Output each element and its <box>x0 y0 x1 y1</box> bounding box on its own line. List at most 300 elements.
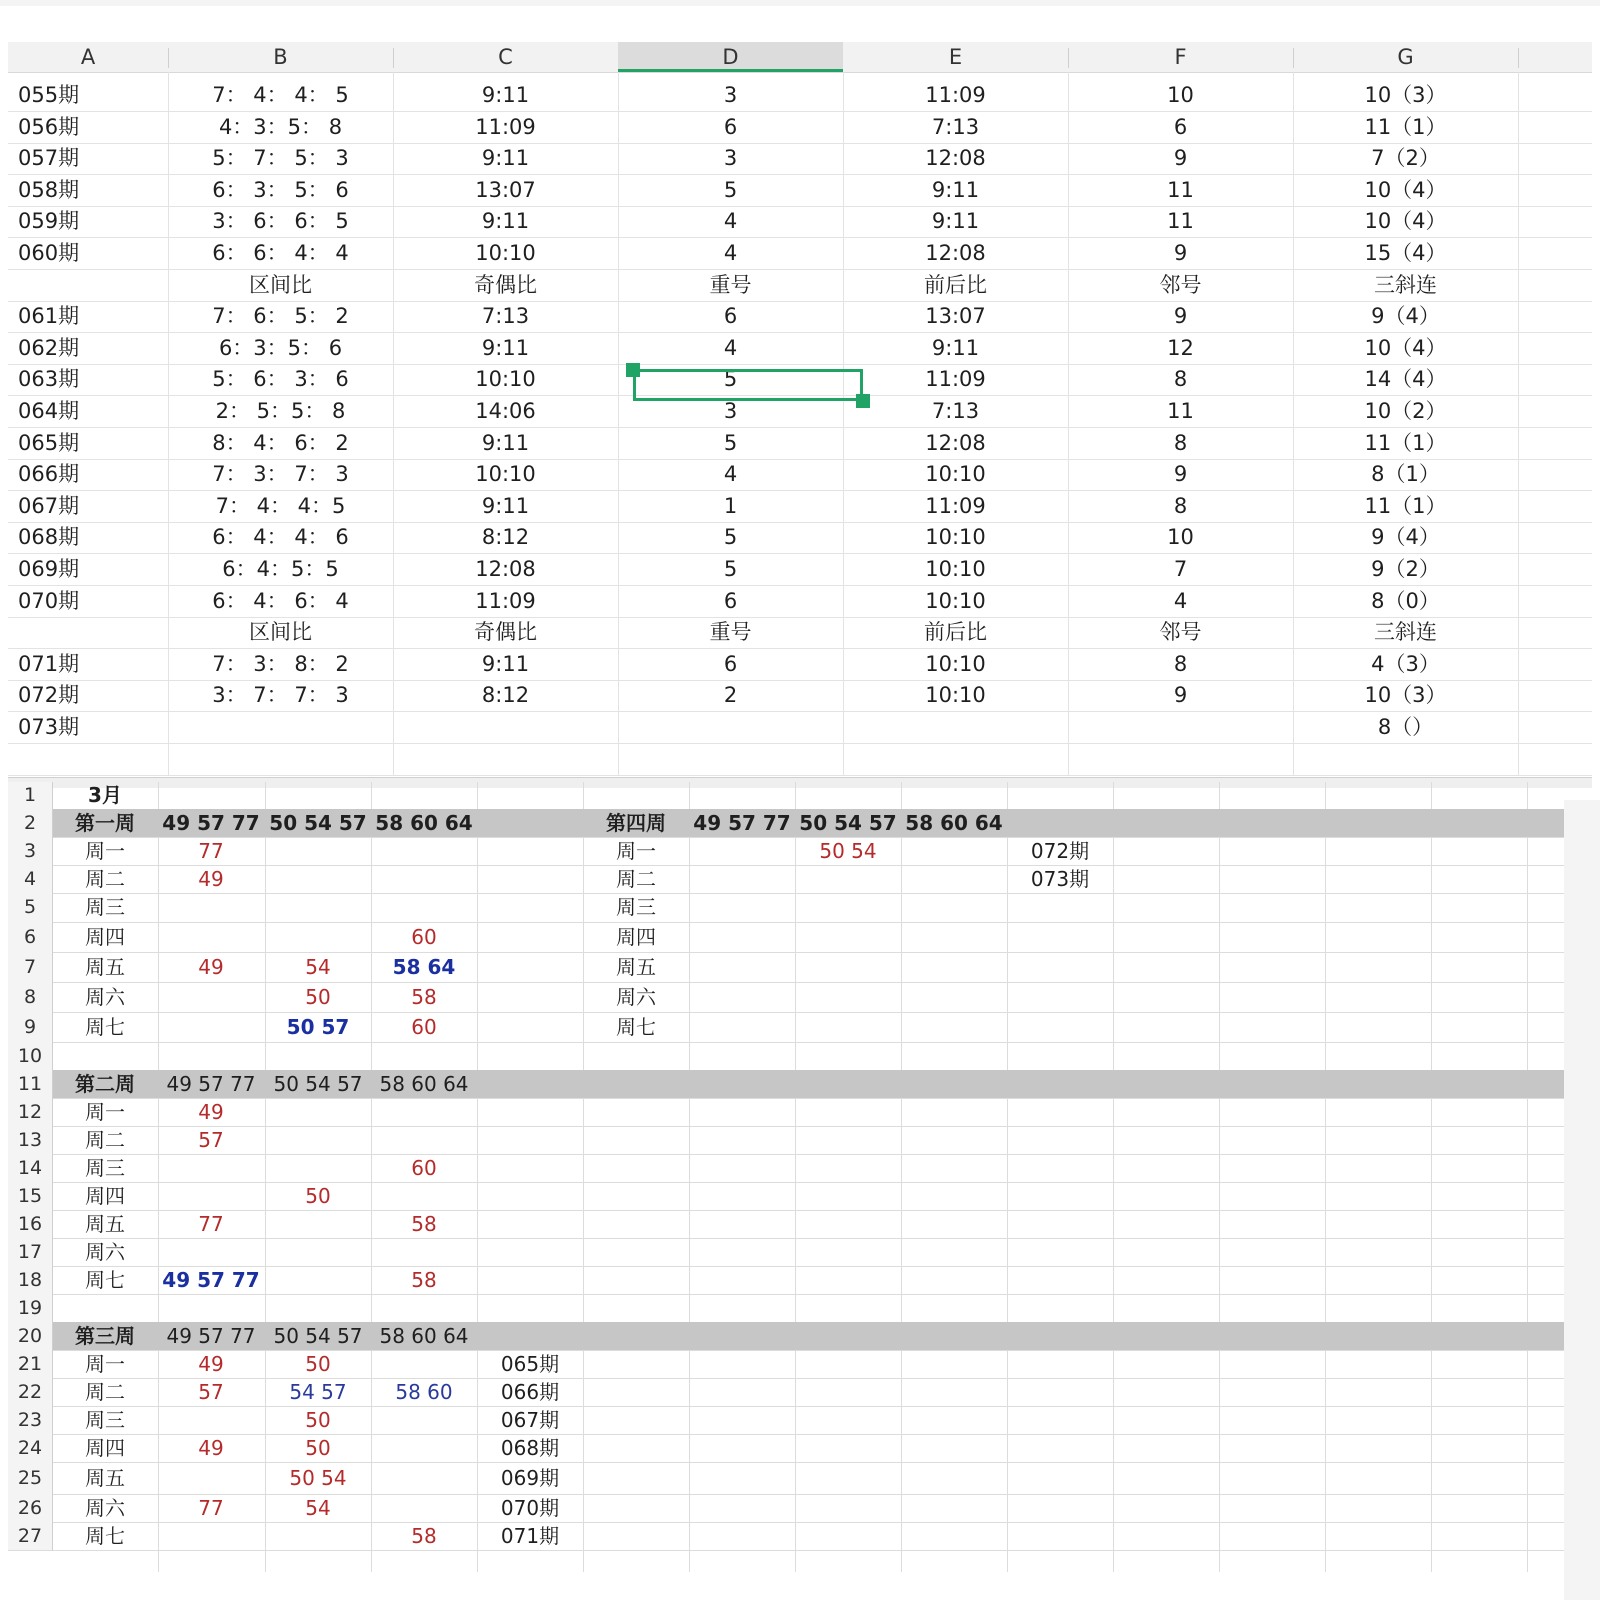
cell-b[interactable]: 3： 6： 6： 5 <box>212 209 349 234</box>
sheet1-row <box>8 79 1592 112</box>
day-label[interactable]: 周四 <box>85 1184 125 1208</box>
group-header[interactable]: 50 54 57 <box>269 811 367 835</box>
cell-d[interactable]: 6 <box>723 651 738 676</box>
cell-g[interactable]: 7（2） <box>1371 146 1440 171</box>
cell-g[interactable]: 8（） <box>1377 715 1434 739</box>
row-number[interactable]: 25 <box>8 1462 53 1495</box>
cell-a[interactable]: 073期 <box>18 715 80 739</box>
number-cell[interactable]: 50 54 <box>819 839 877 863</box>
cell-f[interactable]: 邻号 <box>1159 620 1202 645</box>
cell-d[interactable]: 重号 <box>709 620 752 645</box>
row-number[interactable]: 14 <box>8 1154 53 1183</box>
row-number[interactable]: 19 <box>8 1294 53 1323</box>
cell-f[interactable]: 9 <box>1173 146 1188 171</box>
day-label[interactable]: 周七 <box>85 1524 125 1548</box>
cell-e[interactable]: 10:10 <box>925 651 986 676</box>
cell-e[interactable]: 9:11 <box>931 177 980 202</box>
group-header[interactable]: 58 60 64 <box>379 1072 469 1096</box>
cell-a[interactable]: 055期 <box>18 83 80 107</box>
row-number[interactable]: 26 <box>8 1494 53 1523</box>
cell-b[interactable]: 2： 5：5： 8 <box>215 399 346 423</box>
cell-f[interactable]: 11 <box>1167 399 1194 423</box>
number-cell[interactable]: 50 <box>305 1184 331 1208</box>
grid-row <box>52 922 1564 953</box>
cell-c[interactable]: 9:11 <box>481 83 530 107</box>
week-label[interactable]: 第三周 <box>75 1324 135 1348</box>
cell-g[interactable]: 10（4） <box>1364 209 1447 234</box>
issue-label[interactable]: 073期 <box>1030 867 1090 891</box>
issue-label[interactable]: 066期 <box>500 1380 560 1404</box>
cell-c[interactable]: 9:11 <box>481 493 530 518</box>
row-number[interactable]: 15 <box>8 1182 53 1211</box>
window-top-strip <box>0 0 1600 6</box>
cell-d[interactable] <box>618 711 843 743</box>
day-label[interactable]: 周四 <box>85 1436 125 1460</box>
day-label[interactable]: 周二 <box>85 1128 125 1152</box>
cell-a[interactable]: 065期 <box>18 430 80 455</box>
number-cell[interactable]: 49 57 77 <box>162 1268 260 1292</box>
day-label[interactable]: 周七 <box>616 1015 656 1039</box>
cell-d[interactable]: 1 <box>723 493 738 518</box>
row-number[interactable]: 17 <box>8 1238 53 1267</box>
day-label[interactable]: 周四 <box>85 925 125 949</box>
cell-c[interactable]: 10:10 <box>475 241 536 265</box>
sheet1-row <box>8 616 1592 649</box>
cell-b[interactable]: 6： 6： 4： 4 <box>212 241 349 265</box>
cell-f[interactable]: 9 <box>1173 241 1188 265</box>
row-number[interactable]: 1 <box>8 782 53 810</box>
cell-g[interactable]: 8（0） <box>1371 588 1440 613</box>
week-label[interactable]: 第四周 <box>606 811 666 835</box>
number-cell[interactable]: 58 <box>411 985 437 1009</box>
group-header[interactable]: 58 60 64 <box>905 811 1003 835</box>
grid-row <box>52 1098 1564 1127</box>
cell-g[interactable]: 9（2） <box>1371 557 1440 581</box>
sheet1-row <box>8 174 1592 207</box>
week-label[interactable]: 第一周 <box>75 811 135 835</box>
cell-f[interactable]: 邻号 <box>1159 272 1202 297</box>
cell-e[interactable]: 11:09 <box>925 83 986 107</box>
day-label[interactable]: 周五 <box>85 955 125 979</box>
column-header-c[interactable]: C <box>498 45 513 69</box>
number-cell[interactable]: 54 <box>305 1496 331 1520</box>
number-cell[interactable]: 49 <box>198 867 224 891</box>
cell-a[interactable]: 059期 <box>18 209 80 234</box>
selected-cell-d63[interactable] <box>633 369 863 401</box>
issue-label[interactable]: 065期 <box>500 1352 560 1376</box>
number-cell[interactable]: 58 <box>411 1524 437 1548</box>
cell-c[interactable]: 9:11 <box>481 430 530 455</box>
group-header[interactable]: 50 54 57 <box>273 1072 363 1096</box>
cell-d[interactable]: 5 <box>723 557 738 581</box>
cell-d[interactable]: 6 <box>723 114 738 139</box>
cell-b[interactable]: 区间比 <box>249 620 312 645</box>
group-header[interactable]: 49 57 77 <box>162 811 260 835</box>
selection-handle-bottom-right[interactable] <box>856 394 870 408</box>
cell-d[interactable]: 3 <box>723 83 738 107</box>
cell-a[interactable]: 056期 <box>18 114 80 139</box>
cell-c[interactable]: 9:11 <box>481 651 530 676</box>
number-cell[interactable]: 57 <box>198 1380 224 1404</box>
cell-d[interactable]: 5 <box>723 177 738 202</box>
day-label[interactable]: 周三 <box>616 895 656 919</box>
cell-f[interactable]: 10 <box>1167 525 1194 550</box>
cell-g[interactable]: 9（4） <box>1371 304 1440 329</box>
cell-a[interactable]: 071期 <box>18 651 80 676</box>
cell-b[interactable] <box>168 711 393 743</box>
number-cell[interactable]: 54 57 <box>289 1380 347 1404</box>
issue-label[interactable]: 071期 <box>500 1524 560 1548</box>
cell-c[interactable]: 8:12 <box>481 525 530 550</box>
cell-c[interactable]: 10:10 <box>475 462 536 487</box>
number-cell[interactable]: 77 <box>198 1212 224 1236</box>
row-number[interactable]: 10 <box>8 1042 53 1071</box>
cell-b[interactable]: 6：3：5： 6 <box>218 335 343 360</box>
sheet1-row <box>8 585 1592 618</box>
cell-f[interactable]: 12 <box>1167 335 1194 360</box>
cell-c[interactable] <box>393 711 618 743</box>
row-number[interactable]: 22 <box>8 1378 53 1407</box>
cell-f[interactable]: 11 <box>1167 177 1194 202</box>
cell-e[interactable]: 12:08 <box>925 146 986 171</box>
sheet1-row <box>8 205 1592 238</box>
cell-b[interactable]: 6： 4： 4： 6 <box>212 525 349 550</box>
column-header-e[interactable]: E <box>948 45 963 69</box>
group-header[interactable]: 50 54 57 <box>799 811 897 835</box>
sheet1-row <box>8 142 1592 175</box>
cell-c[interactable]: 8:12 <box>481 683 530 708</box>
cell-f[interactable]: 8 <box>1173 493 1188 518</box>
day-label[interactable]: 周一 <box>85 1352 125 1376</box>
cell-f[interactable]: 11 <box>1167 209 1194 234</box>
cell-b[interactable]: 7： 3： 7： 3 <box>212 462 349 487</box>
number-cell[interactable]: 58 60 <box>395 1380 453 1404</box>
grid-row <box>52 1266 1564 1295</box>
grid-row <box>52 865 1564 894</box>
cell-f[interactable]: 4 <box>1173 588 1188 613</box>
day-label[interactable]: 周六 <box>85 985 125 1009</box>
cell-b[interactable]: 区间比 <box>249 272 312 297</box>
grid-row <box>52 1210 1564 1239</box>
number-cell[interactable]: 49 <box>198 1100 224 1124</box>
sheet1-row <box>8 332 1592 365</box>
cell-f[interactable]: 9 <box>1173 683 1188 708</box>
cell-b[interactable]: 7： 6： 5： 2 <box>212 304 349 329</box>
row-number[interactable]: 3 <box>8 837 53 866</box>
cell-b[interactable]: 8： 4： 6： 2 <box>212 430 349 455</box>
number-cell[interactable]: 60 <box>411 1015 437 1039</box>
row-number[interactable]: 27 <box>8 1522 53 1551</box>
cell-c[interactable]: 9:11 <box>481 146 530 171</box>
number-cell[interactable]: 49 <box>198 1352 224 1376</box>
cell-a[interactable] <box>18 269 118 301</box>
cell-e[interactable]: 11:09 <box>925 493 986 518</box>
cell-a[interactable]: 068期 <box>18 525 80 550</box>
cell-c[interactable]: 12:08 <box>475 557 536 581</box>
grid-row <box>52 1126 1564 1155</box>
day-label[interactable]: 周五 <box>85 1212 125 1236</box>
cell-d[interactable]: 5 <box>723 367 738 392</box>
cell-e[interactable]: 10:10 <box>925 588 986 613</box>
cell-b[interactable]: 6：4：5：5 <box>222 557 339 581</box>
cell-c[interactable]: 奇偶比 <box>474 620 537 645</box>
cell-g[interactable]: 10（4） <box>1364 177 1447 202</box>
cell-e[interactable]: 9:11 <box>931 209 980 234</box>
row-number[interactable]: 2 <box>8 809 53 838</box>
cell-g[interactable]: 10（4） <box>1364 335 1447 360</box>
sheet1-row <box>8 711 1592 744</box>
cell-e[interactable]: 12:08 <box>925 241 986 265</box>
week-label[interactable]: 第二周 <box>75 1072 135 1096</box>
cell-d[interactable]: 2 <box>723 683 738 708</box>
cell-a[interactable]: 062期 <box>18 335 80 360</box>
cell-a[interactable]: 061期 <box>18 304 80 329</box>
row-number[interactable]: 18 <box>8 1266 53 1295</box>
cell-g[interactable]: 11（1） <box>1364 493 1447 518</box>
cell-c[interactable]: 9:11 <box>481 209 530 234</box>
cell-a[interactable]: 066期 <box>18 462 80 487</box>
row-number[interactable]: 16 <box>8 1210 53 1239</box>
cell-e[interactable]: 9:11 <box>931 335 980 360</box>
cell-f[interactable]: 8 <box>1173 367 1188 392</box>
cell-e[interactable]: 11:09 <box>925 367 986 392</box>
sheet1-row <box>8 648 1592 681</box>
number-cell[interactable]: 50 54 <box>289 1466 347 1490</box>
cell-f[interactable] <box>1068 711 1293 743</box>
cell-c[interactable]: 10:10 <box>475 367 536 392</box>
cell-c[interactable]: 11:09 <box>475 114 536 139</box>
group-header[interactable]: 49 57 77 <box>166 1324 256 1348</box>
cell-a[interactable]: 063期 <box>18 367 80 392</box>
cell-f[interactable]: 9 <box>1173 462 1188 487</box>
cell-b[interactable]: 6： 4： 6： 4 <box>212 588 349 613</box>
cell-a[interactable]: 069期 <box>18 557 80 581</box>
cell-c[interactable]: 奇偶比 <box>474 272 537 297</box>
day-label[interactable]: 周七 <box>85 1268 125 1292</box>
day-label[interactable]: 周五 <box>616 955 656 979</box>
grid-row <box>52 1042 1564 1071</box>
cell-d[interactable]: 3 <box>723 399 738 423</box>
day-label[interactable]: 周三 <box>85 1408 125 1432</box>
row-number[interactable]: 5 <box>8 893 53 923</box>
number-cell[interactable]: 50 <box>305 1352 331 1376</box>
cell-a[interactable]: 070期 <box>18 588 80 613</box>
cell-d[interactable]: 重号 <box>709 272 752 297</box>
cell-g[interactable]: 10（3） <box>1364 683 1447 708</box>
sheet1-row <box>8 111 1592 144</box>
sheet1-row <box>8 458 1592 491</box>
cell-e[interactable]: 12:08 <box>925 430 986 455</box>
number-cell[interactable]: 50 <box>305 985 331 1009</box>
day-label[interactable]: 周一 <box>85 1100 125 1124</box>
cell-c[interactable]: 7:13 <box>481 304 530 329</box>
selection-handle-top-left[interactable] <box>626 363 640 377</box>
cell-d[interactable]: 6 <box>723 304 738 329</box>
row-number[interactable]: 24 <box>8 1434 53 1463</box>
cell-g[interactable]: 9（4） <box>1371 525 1440 550</box>
cell-d[interactable]: 5 <box>723 525 738 550</box>
day-label[interactable]: 周五 <box>85 1466 125 1490</box>
cell-b[interactable]: 7： 4： 4：5 <box>215 493 346 518</box>
sheet2-right-edge <box>1564 800 1600 1600</box>
number-cell[interactable]: 58 64 <box>392 955 456 979</box>
cell-g[interactable]: 10（2） <box>1364 399 1447 423</box>
cell-c[interactable]: 11:09 <box>475 588 536 613</box>
cell-c[interactable]: 9:11 <box>481 335 530 360</box>
row-number[interactable]: 8 <box>8 982 53 1013</box>
cell-f[interactable]: 8 <box>1173 430 1188 455</box>
cell-g[interactable]: 15（4） <box>1364 241 1447 265</box>
day-label[interactable]: 周二 <box>85 1380 125 1404</box>
day-label[interactable]: 周一 <box>85 839 125 863</box>
sheet1-row <box>8 490 1592 523</box>
cell-f[interactable]: 7 <box>1173 557 1188 581</box>
number-cell[interactable]: 54 <box>305 955 331 979</box>
cell-b[interactable]: 5： 6： 3： 6 <box>212 367 349 392</box>
month-label[interactable]: 3月 <box>88 783 122 807</box>
day-label[interactable]: 周三 <box>85 1156 125 1180</box>
day-label[interactable]: 周六 <box>616 985 656 1009</box>
issue-label[interactable]: 069期 <box>500 1466 560 1490</box>
number-cell[interactable]: 60 <box>411 925 437 949</box>
sheet1-row <box>8 300 1592 333</box>
day-label[interactable]: 周二 <box>616 867 656 891</box>
cell-b[interactable]: 7： 3： 8： 2 <box>212 651 349 676</box>
number-cell[interactable]: 50 <box>305 1408 331 1432</box>
number-cell[interactable]: 58 <box>411 1212 437 1236</box>
day-label[interactable]: 周六 <box>85 1240 125 1264</box>
number-cell[interactable]: 60 <box>411 1156 437 1180</box>
day-label[interactable]: 周三 <box>85 895 125 919</box>
cell-e[interactable]: 10:10 <box>925 525 986 550</box>
row-number[interactable]: 20 <box>8 1322 53 1351</box>
group-header[interactable]: 58 60 64 <box>379 1324 469 1348</box>
issue-label[interactable]: 067期 <box>500 1408 560 1432</box>
sheet1-row <box>8 427 1592 460</box>
number-cell[interactable]: 57 <box>198 1128 224 1152</box>
row-number[interactable]: 11 <box>8 1070 53 1099</box>
issue-label[interactable]: 072期 <box>1030 839 1090 863</box>
number-cell[interactable]: 49 <box>198 1436 224 1460</box>
cell-c[interactable]: 13:07 <box>475 177 536 202</box>
cell-d[interactable]: 4 <box>723 241 738 265</box>
day-label[interactable]: 周二 <box>85 867 125 891</box>
number-cell[interactable]: 58 <box>411 1268 437 1292</box>
issue-label[interactable]: 070期 <box>500 1496 560 1520</box>
cell-g[interactable]: 11（1） <box>1364 430 1447 455</box>
cell-g[interactable]: 10（3） <box>1364 83 1447 107</box>
cell-d[interactable]: 4 <box>723 335 738 360</box>
day-label[interactable]: 周六 <box>85 1496 125 1520</box>
row-number[interactable]: 12 <box>8 1098 53 1127</box>
column-header-g[interactable]: G <box>1397 45 1414 69</box>
column-separator[interactable] <box>1518 48 1519 68</box>
cell-a[interactable]: 058期 <box>18 177 80 202</box>
cell-a[interactable]: 057期 <box>18 146 80 171</box>
cell-b[interactable]: 6： 3： 5： 6 <box>212 177 349 202</box>
cell-e[interactable] <box>843 711 1068 743</box>
day-label[interactable]: 周一 <box>616 839 656 863</box>
number-cell[interactable]: 50 57 <box>286 1015 350 1039</box>
cell-e[interactable]: 7:13 <box>931 399 980 423</box>
cell-d[interactable]: 4 <box>723 209 738 234</box>
column-header-d-selected[interactable]: D <box>618 42 843 72</box>
cell-b[interactable]: 5： 7： 5： 3 <box>212 146 349 171</box>
cell-a[interactable]: 067期 <box>18 493 80 518</box>
cell-f[interactable]: 6 <box>1173 114 1188 139</box>
cell-g[interactable]: 8（1） <box>1371 462 1440 487</box>
cell-b[interactable]: 3： 7： 7： 3 <box>212 683 349 708</box>
cell-a[interactable]: 060期 <box>18 241 80 265</box>
column-header-b[interactable]: B <box>273 45 288 69</box>
column-header-a[interactable]: A <box>80 45 96 69</box>
row-number[interactable]: 4 <box>8 865 53 894</box>
cell-d[interactable]: 3 <box>723 146 738 171</box>
cell-d[interactable]: 5 <box>723 430 738 455</box>
cell-b[interactable]: 7： 4： 4： 5 <box>212 83 349 107</box>
cell-g[interactable]: 11（1） <box>1364 114 1447 139</box>
cell-g[interactable]: 三斜连 <box>1374 620 1437 645</box>
cell-g[interactable]: 三斜连 <box>1374 272 1437 297</box>
row-number[interactable]: 6 <box>8 922 53 953</box>
cell-a[interactable]: 072期 <box>18 683 80 708</box>
number-cell[interactable]: 77 <box>198 1496 224 1520</box>
cell-f[interactable]: 9 <box>1173 304 1188 329</box>
sheet1-row-empty[interactable] <box>8 743 1592 776</box>
cell-g[interactable]: 14（4） <box>1364 367 1447 392</box>
cell-e[interactable]: 7:13 <box>931 114 980 139</box>
cell-a[interactable] <box>18 616 118 648</box>
cell-e[interactable]: 10:10 <box>925 462 986 487</box>
cell-d[interactable]: 4 <box>723 462 738 487</box>
cell-f[interactable]: 10 <box>1167 83 1194 107</box>
row-number[interactable]: 21 <box>8 1350 53 1379</box>
row-number[interactable]: 23 <box>8 1406 53 1435</box>
cell-e[interactable]: 13:07 <box>925 304 986 329</box>
sheet1-row <box>8 553 1592 586</box>
cell-c[interactable]: 14:06 <box>475 399 536 423</box>
cell-e[interactable]: 前后比 <box>924 272 987 297</box>
cell-e[interactable]: 10:10 <box>925 557 986 581</box>
grid-row <box>52 1154 1564 1183</box>
day-label[interactable]: 周四 <box>616 925 656 949</box>
sheet1-row <box>8 269 1592 302</box>
group-header[interactable]: 49 57 77 <box>693 811 791 835</box>
cell-d[interactable]: 6 <box>723 588 738 613</box>
group-header[interactable]: 49 57 77 <box>166 1072 256 1096</box>
cell-a[interactable]: 064期 <box>18 399 80 423</box>
cell-g[interactable]: 4（3） <box>1371 651 1440 676</box>
number-cell[interactable]: 50 <box>305 1436 331 1460</box>
column-header-f[interactable]: F <box>1174 45 1187 69</box>
issue-label[interactable]: 068期 <box>500 1436 560 1460</box>
row-number[interactable]: 13 <box>8 1126 53 1155</box>
number-cell[interactable]: 77 <box>198 839 224 863</box>
sheet1-row <box>8 679 1592 712</box>
cell-e[interactable]: 10:10 <box>925 683 986 708</box>
group-header[interactable]: 50 54 57 <box>273 1324 363 1348</box>
cell-b[interactable]: 4：3：5： 8 <box>218 114 343 139</box>
grid-row <box>52 1238 1564 1267</box>
day-label[interactable]: 周七 <box>85 1015 125 1039</box>
row-number[interactable]: 7 <box>8 952 53 983</box>
cell-f[interactable]: 8 <box>1173 651 1188 676</box>
cell-e[interactable]: 前后比 <box>924 620 987 645</box>
row-number[interactable]: 9 <box>8 1012 53 1043</box>
grid-row <box>52 1294 1564 1323</box>
number-cell[interactable]: 49 <box>198 955 224 979</box>
group-header[interactable]: 58 60 64 <box>375 811 473 835</box>
